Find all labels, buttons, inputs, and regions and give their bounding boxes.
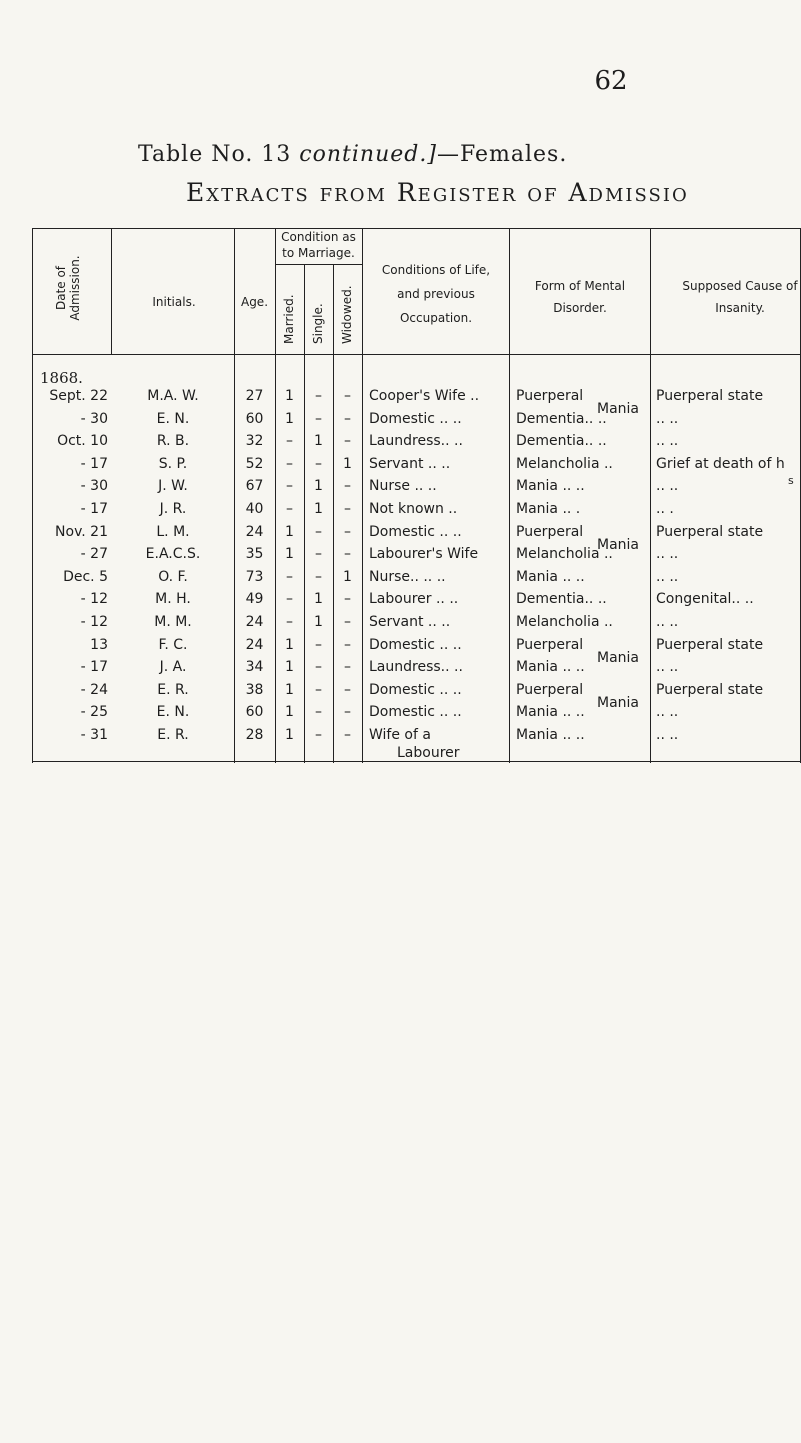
cell-date: - 31 [80, 727, 108, 743]
cell-cause: Puerperal state [656, 388, 764, 404]
cell-initials: E. N. [156, 410, 190, 427]
cell-initials: O. F. [158, 568, 188, 585]
top-rule [32, 228, 801, 229]
cell-occupation: Cooper's Wife .. [369, 388, 480, 404]
col-rule [362, 228, 363, 763]
cell-single: 1 [314, 478, 323, 495]
cell-form-continued: Mania [597, 649, 639, 666]
cell-form: Melancholia .. [516, 455, 613, 472]
cell-married: 1 [285, 704, 294, 721]
cell-initials: F. C. [158, 636, 188, 653]
fragment-s: s [788, 474, 794, 487]
cell-married: – [286, 568, 293, 585]
cell-married: 1 [285, 410, 294, 427]
cell-single: – [315, 388, 322, 404]
cell-occupation: Nurse .. .. [369, 478, 437, 495]
cell-occupation: Labourer's Wife [369, 546, 479, 563]
cell-cause: .. . [656, 501, 674, 517]
cell-cause: .. .. [656, 704, 679, 721]
header-conditions-life: Conditions of Life, and previous Occupation. [381, 263, 491, 325]
cell-cause: .. .. [656, 433, 679, 450]
cell-single: – [315, 546, 322, 563]
cell-date: 13 [90, 636, 108, 653]
header-cause: Supposed Cause of Insanity. [682, 279, 798, 315]
cell-form: Puerperal [516, 681, 584, 698]
cell-occupation: Laundress.. .. [369, 433, 463, 450]
page-number: 62 [594, 66, 628, 96]
cell-cause: .. .. [656, 614, 679, 630]
cell-date: - 12 [80, 614, 108, 630]
cell-married: – [286, 455, 293, 472]
cell-widowed: – [344, 727, 351, 743]
cell-single: 1 [314, 501, 323, 517]
cell-married: 1 [285, 659, 294, 676]
cell-single: 1 [314, 591, 323, 608]
cell-form: Dementia.. .. [516, 410, 607, 427]
cell-married: – [286, 478, 293, 495]
cell-form: Puerperal [516, 636, 584, 653]
cell-occupation: Wife of a [369, 727, 431, 743]
cell-cause: .. .. [656, 659, 679, 676]
cell-form-continued: Mania [597, 401, 639, 417]
cell-date: - 30 [80, 478, 108, 495]
cell-married: 1 [285, 546, 294, 563]
cell-occupation: Domestic .. .. [369, 636, 462, 653]
cell-form-continued: Mania [597, 694, 639, 711]
cell-single: – [315, 568, 322, 585]
condition-rule [275, 264, 362, 265]
cell-occupation: Labourer .. .. [369, 591, 459, 608]
table-title [138, 142, 567, 167]
cell-initials: E. R. [157, 681, 189, 698]
cell-form: Puerperal [516, 388, 584, 404]
cell-married: – [286, 614, 293, 630]
cell-widowed: – [344, 410, 351, 427]
cell-widowed: – [344, 591, 351, 608]
cell-initials: E.A.C.S. [145, 546, 201, 563]
cell-cause: .. .. [656, 568, 679, 585]
cell-single: – [315, 659, 322, 676]
cell-cause: .. .. [656, 727, 679, 743]
cell-cause: Puerperal state [656, 523, 764, 540]
title-italic: continued.] [299, 142, 437, 167]
cell-occupation: Domestic .. .. [369, 704, 462, 721]
cell-single: – [315, 704, 322, 721]
cell-widowed: 1 [343, 568, 352, 585]
cell-form: Dementia.. .. [516, 591, 607, 608]
cell-initials: J. A. [159, 659, 187, 676]
cell-occupation: Domestic .. .. [369, 523, 462, 540]
cell-occupation: Laundress.. .. [369, 659, 463, 676]
cell-married: – [286, 591, 293, 608]
cell-date: - 27 [80, 546, 108, 563]
cell-form: Mania .. . [516, 501, 581, 517]
cell-occupation: Servant .. .. [369, 455, 451, 472]
header-single: Single. [311, 303, 325, 344]
cell-widowed: – [344, 478, 351, 495]
cell-widowed: – [344, 614, 351, 630]
cell-occupation: Nurse.. .. .. [369, 568, 446, 585]
col-rule [111, 228, 112, 355]
cell-initials: L. M. [156, 523, 190, 540]
header-widowed: Widowed. [340, 285, 354, 344]
cell-cause: Puerperal state [656, 636, 764, 653]
cell-married: 1 [285, 636, 294, 653]
cell-married: – [286, 433, 293, 450]
cell-initials: S. P. [158, 455, 188, 472]
col-rule [509, 228, 510, 763]
cell-widowed: – [344, 433, 351, 450]
cell-cause: .. .. [656, 546, 679, 563]
cell-age: 24 [245, 523, 264, 540]
cell-initials: J. W. [158, 478, 188, 495]
cell-married: – [286, 501, 293, 517]
cell-cause: .. .. [656, 410, 679, 427]
cell-single: – [315, 523, 322, 540]
cell-date: - 24 [80, 681, 108, 698]
cell-age: 34 [245, 659, 264, 676]
cell-widowed: – [344, 704, 351, 721]
cell-initials: M.A. W. [147, 388, 199, 404]
cell-married: 1 [285, 681, 294, 698]
cell-age: 60 [245, 410, 264, 427]
cell-age: 40 [245, 501, 264, 517]
cell-married: 1 [285, 523, 294, 540]
cell-date: - 17 [80, 659, 108, 676]
cell-form: Mania .. .. [516, 659, 585, 676]
cell-single: – [315, 455, 322, 472]
cell-form: Melancholia .. [516, 546, 613, 563]
cell-form: Mania .. .. [516, 568, 585, 585]
cell-date: - 17 [80, 455, 108, 472]
cell-widowed: – [344, 681, 351, 698]
cell-single: – [315, 727, 322, 743]
register-table [32, 228, 801, 763]
cell-single: 1 [314, 433, 323, 450]
cell-single: – [315, 681, 322, 698]
cell-widowed: 1 [343, 455, 352, 472]
title-suffix: —Females. [436, 142, 568, 167]
cell-cause: Congenital.. .. [656, 591, 754, 608]
cell-widowed: – [344, 523, 351, 540]
cell-initials: E. N. [156, 704, 190, 721]
cell-age: 32 [245, 433, 264, 450]
cell-age: 27 [245, 388, 264, 404]
cell-initials: M. H. [155, 591, 191, 608]
cell-initials: E. R. [157, 727, 189, 743]
header-rule [32, 354, 801, 355]
cell-occupation: Not known .. [369, 501, 458, 517]
cell-form: Puerperal [516, 523, 584, 540]
cell-date: - 25 [80, 704, 108, 721]
cell-cause: Puerperal state [656, 681, 764, 698]
cell-age: 67 [245, 478, 264, 495]
cell-date: Sept. 22 [49, 388, 108, 404]
cell-date: Dec. 5 [63, 568, 108, 585]
cell-cause: Grief at death of h [656, 455, 785, 472]
cell-occupation: Servant .. .. [369, 614, 451, 630]
header-initials: Initials. [152, 295, 196, 309]
cell-form: Dementia.. .. [516, 433, 607, 450]
cell-occupation-continued: Labourer [397, 745, 460, 761]
cell-occupation: Domestic .. .. [369, 410, 462, 427]
cell-single: – [315, 410, 322, 427]
table-subtitle: Extracts from Register of Admissio [186, 178, 689, 207]
cell-age: 60 [245, 704, 264, 721]
cell-age: 24 [245, 636, 264, 653]
cell-age: 38 [245, 681, 264, 698]
header-date-2: Admission. [68, 255, 82, 321]
header-form: Form of Mental Disorder. [534, 279, 626, 315]
cell-occupation: Domestic .. .. [369, 681, 462, 698]
cell-form: Mania .. .. [516, 727, 585, 743]
cell-widowed: – [344, 546, 351, 563]
cell-widowed: – [344, 501, 351, 517]
cell-form: Mania .. .. [516, 704, 585, 721]
cell-date: Oct. 10 [57, 433, 108, 450]
cell-form-continued: Mania [597, 536, 639, 553]
cell-date: - 30 [80, 410, 108, 427]
cell-married: 1 [285, 388, 294, 404]
cell-widowed: – [344, 636, 351, 653]
cell-form: Melancholia .. [516, 614, 613, 630]
cell-age: 52 [245, 455, 264, 472]
header-condition: Condition as to Marriage. [281, 230, 356, 260]
cell-initials: M. M. [154, 614, 192, 630]
cell-date: Nov. 21 [55, 523, 108, 540]
cell-date: - 17 [80, 501, 108, 517]
cell-single: 1 [314, 614, 323, 630]
cell-age: 28 [245, 727, 264, 743]
year-label: 1868. [40, 369, 83, 387]
cell-married: 1 [285, 727, 294, 743]
cell-widowed: – [344, 388, 351, 404]
cell-age: 73 [245, 568, 264, 585]
col-rule [650, 228, 651, 763]
title-prefix: Table No. 13 [138, 142, 300, 167]
cell-age: 35 [245, 546, 264, 563]
cell-cause: .. .. [656, 478, 679, 495]
header-date-1: Date of [54, 265, 68, 311]
cell-single: – [315, 636, 322, 653]
cell-form: Mania .. .. [516, 478, 585, 495]
cell-initials: R. B. [156, 433, 190, 450]
cell-date: - 12 [80, 591, 108, 608]
cell-age: 24 [245, 614, 264, 630]
header-age: Age. [240, 295, 269, 309]
header-date [54, 240, 82, 336]
cell-widowed: – [344, 659, 351, 676]
header-married: Married. [282, 294, 296, 344]
cell-age: 49 [245, 591, 264, 608]
cell-initials: J. R. [159, 501, 187, 517]
